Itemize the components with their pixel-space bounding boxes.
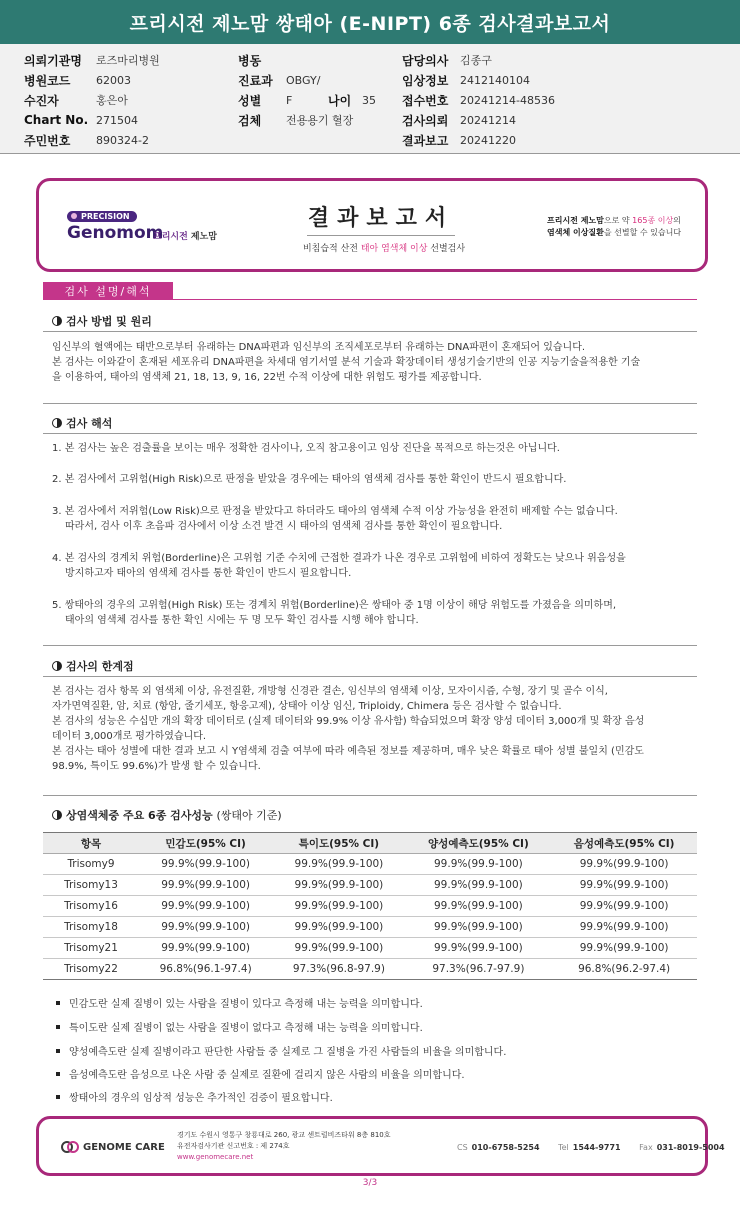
method-paragraph xyxy=(52,340,697,385)
table-cell: 99.9%(99.9-100) xyxy=(272,938,405,959)
table-cell: 99.9%(99.9-100) xyxy=(406,917,552,938)
info-row xyxy=(402,90,555,110)
method-line: 본 검사는 이와같이 혼재된 세포유리 DNA파편을 차세대 염기서열 분석 기술과 확장데이터 생성기술기반의 인공 지능기술을적용한 기술 xyxy=(52,357,641,368)
performance-heading xyxy=(52,807,282,823)
column-header: 음성예측도(95% CI) xyxy=(551,833,697,854)
table-cell: Trisomy21 xyxy=(43,938,139,959)
info-row xyxy=(402,110,555,130)
limits-line: 본 검사의 성능은 수십만 개의 확장 데이터로 (실제 데이터와 99.9% 이상 유사함) 학습되었으며 확장 양성 데이터 3,000개 및 확장 음성 xyxy=(52,716,645,727)
info-row xyxy=(402,70,555,90)
tel-label: Tel xyxy=(558,1143,569,1152)
table-cell: Trisomy16 xyxy=(43,896,139,917)
bullet-icon xyxy=(56,1001,60,1005)
info-value: 271504 xyxy=(96,113,138,127)
interpretation-heading-text: 검사 해석 xyxy=(66,417,113,430)
info-value: F xyxy=(286,93,293,107)
address-line: 경기도 수원시 영통구 창룡대로 260, 광교 센트럴비즈타워 8층 810호 xyxy=(177,1131,391,1139)
precision-badge xyxy=(67,211,137,222)
bullet-icon xyxy=(56,1095,60,1099)
limits-line: 98.9%, 특이도 99.6%)가 발생 할 수 있습니다. xyxy=(52,761,261,772)
bullet-icon xyxy=(56,1025,60,1029)
note-text: 쌍태아의 경우의 임상적 성능은 추가적인 검증이 필요합니다. xyxy=(69,1093,333,1104)
info-label: 임상정보 xyxy=(402,73,449,88)
table-cell: 99.9%(99.9-100) xyxy=(139,917,272,938)
table-cell: 99.9%(99.9-100) xyxy=(139,896,272,917)
item-line: 방지하고자 태아의 염색체 검사를 통한 확인이 반드시 필요합니다. xyxy=(65,568,352,579)
info-label: 병원코드 xyxy=(24,73,71,88)
report-subtitle xyxy=(279,241,489,254)
table-cell: 96.8%(96.2-97.4) xyxy=(551,959,697,980)
note-text: 민감도란 실제 질병이 있는 사람을 질병이 있다고 측정해 내는 능력을 의미합니다. xyxy=(69,999,423,1010)
info-row xyxy=(238,110,376,130)
report-heading-divider xyxy=(307,235,455,236)
info-value: 20241220 xyxy=(460,133,516,147)
performance-note xyxy=(56,1043,506,1058)
info-value: 로즈마리병원 xyxy=(96,54,160,67)
table-cell: 97.3%(96.7-97.9) xyxy=(406,959,552,980)
method-heading xyxy=(52,313,152,329)
half-circle-icon xyxy=(52,316,62,326)
table-cell: 99.9%(99.9-100) xyxy=(139,938,272,959)
brand-sub-a: 프리시전 xyxy=(153,232,188,242)
item-line: 5. 쌍태아의 경우의 고위험(High Risk) 또는 경계치 위험(Borderline)은 쌍태아 중 1명 이상이 해당 위험도를 가졌음을 의미하며, xyxy=(52,600,617,611)
info-value: 20241214-48536 xyxy=(460,93,555,107)
divider xyxy=(43,331,697,332)
method-heading-text: 검사 방법 및 원리 xyxy=(66,315,152,328)
info-row xyxy=(24,70,160,90)
table-cell: 99.9%(99.9-100) xyxy=(406,875,552,896)
info-value: 62003 xyxy=(96,73,131,87)
info-label: 검체 xyxy=(238,113,262,128)
subtitle-a: 비침습적 산전 xyxy=(302,244,361,254)
info-row xyxy=(402,50,555,70)
interpretation-item xyxy=(52,551,697,581)
table-cell: Trisomy22 xyxy=(43,959,139,980)
limits-heading xyxy=(52,658,134,674)
info-label: 병동 xyxy=(238,53,262,68)
item-line: 태아의 염색체 검사를 통한 확인 시에는 두 명 모두 확인 검사를 시행 해야 합니다. xyxy=(65,615,419,626)
interpretation-item xyxy=(52,441,697,456)
column-header: 항목 xyxy=(43,833,139,854)
bullet-icon xyxy=(56,1049,60,1053)
info-row xyxy=(24,110,160,130)
performance-note xyxy=(56,1066,465,1081)
info-value: 35 xyxy=(362,93,376,107)
column-header: 양성예측도(95% CI) xyxy=(406,833,552,854)
cs-number: 010-6758-5254 xyxy=(471,1143,540,1152)
limits-line: 자가면역질환, 암, 치료 (항암, 줄기세포, 항응고제), 상태아 이상 임신, Triploidy, Chimera 등은 검사할 수 없습니다. xyxy=(52,701,562,712)
badge-dot-icon xyxy=(71,213,77,219)
table-row xyxy=(43,854,697,875)
info-value: 890324-2 xyxy=(96,133,149,147)
report-header-card xyxy=(36,178,708,272)
item-line: 따라서, 검사 이후 초음파 검사에서 이상 소견 발견 시 태아의 염색체 검사를 통한 확인이 필요합니다. xyxy=(65,521,503,532)
report-tagline xyxy=(547,215,681,239)
tagline-bold-1: 프리시전 제노맘 xyxy=(547,216,604,225)
interpretation-item xyxy=(52,598,697,628)
limits-line: 본 검사는 태아 성별에 대한 결과 보고 시 Y염색체 검출 여부에 따라 예측된 정보를 제공하며, 매우 낮은 확률로 태아 성별 불일치 (민감도 xyxy=(52,746,644,757)
table-cell: Trisomy9 xyxy=(43,854,139,875)
report-title-bar: 프리시전 제노맘 쌍태아 (E-NIPT) 6종 검사결과보고서 xyxy=(0,0,740,44)
note-text: 특이도란 실제 질병이 없는 사람을 질병이 없다고 측정해 내는 능력을 의미합니다. xyxy=(69,1023,423,1034)
column-header: 특이도(95% CI) xyxy=(272,833,405,854)
table-cell: 99.9%(99.9-100) xyxy=(272,917,405,938)
performance-note xyxy=(56,1089,333,1104)
website-link[interactable]: www.genomecare.net xyxy=(177,1153,254,1161)
method-line: 임신부의 혈액에는 태반으로부터 유래하는 DNA파편과 임신부의 조직세포로부터 유래하는 DNA파편이 혼재되어 있습니다. xyxy=(52,342,586,353)
table-row xyxy=(43,917,697,938)
subtitle-b: 선별검사 xyxy=(427,244,466,254)
table-cell: 99.9%(99.9-100) xyxy=(551,854,697,875)
table-cell: 96.8%(96.1-97.4) xyxy=(139,959,272,980)
table-header-row xyxy=(43,833,697,854)
table-cell: 97.3%(96.8-97.9) xyxy=(272,959,405,980)
divider xyxy=(43,645,697,646)
table-cell: 99.9%(99.9-100) xyxy=(139,875,272,896)
interpretation-item xyxy=(52,504,697,534)
info-col-3 xyxy=(402,50,555,150)
footer-contacts xyxy=(457,1143,725,1152)
performance-note xyxy=(56,995,423,1010)
half-circle-icon xyxy=(52,661,62,671)
note-text: 양성예측도란 실제 질병이라고 판단한 사람들 중 실제로 그 질병을 가진 사람들의 비율을 의미합니다. xyxy=(69,1047,507,1058)
section-tab-underline xyxy=(43,299,697,300)
info-label: 담당의사 xyxy=(402,53,449,68)
report-heading: 결과보고서 xyxy=(307,206,455,231)
info-value: 2412140104 xyxy=(460,73,530,87)
section-tab-explanation: 검사 설명/해석 xyxy=(43,282,173,300)
page-number: 3/3 xyxy=(362,1178,378,1188)
method-line: 을 이용하여, 태아의 염색체 21, 18, 13, 9, 16, 22번 수적 이상에 대한 위험도 평가를 제공합니다. xyxy=(52,372,482,383)
brand-subtitle xyxy=(153,229,217,242)
table-cell: 99.9%(99.9-100) xyxy=(272,854,405,875)
info-row xyxy=(24,50,160,70)
footer-card xyxy=(36,1116,725,1176)
half-circle-icon xyxy=(52,810,62,820)
performance-table xyxy=(43,832,697,980)
performance-heading-text: 상염색체중 주요 6종 검사성능 xyxy=(66,809,213,822)
limits-heading-text: 검사의 한계점 xyxy=(66,660,134,673)
tagline-c: 을 선별할 수 있습니다 xyxy=(603,228,682,237)
precision-badge-label: PRECISION xyxy=(81,212,130,221)
table-cell: 99.9%(99.9-100) xyxy=(406,938,552,959)
footer-address xyxy=(177,1130,391,1163)
item-line: 4. 본 검사의 경계치 위험(Borderline)은 고위험 기준 수치에 근접한 결과가 나온 경우로 고위험에 비하여 정확도는 낮으나 위음성을 xyxy=(52,553,626,564)
cs-label: CS xyxy=(457,1143,468,1152)
table-cell: 99.9%(99.9-100) xyxy=(551,875,697,896)
registration-line: 유전자검사기관 신고번호 : 제 274호 xyxy=(177,1142,290,1150)
info-row xyxy=(238,70,376,90)
interpretation-item xyxy=(52,472,697,487)
note-text: 음성예측도란 음성으로 나온 사람 중 실제로 질환에 걸리지 않은 사람의 비율을 의미합니다. xyxy=(69,1070,465,1081)
performance-note xyxy=(56,1019,423,1034)
genome-care-logo-text: GENOME CARE xyxy=(83,1141,165,1153)
tagline-b: 의 xyxy=(673,216,681,225)
table-cell: 99.9%(99.9-100) xyxy=(272,875,405,896)
info-col-2 xyxy=(238,50,376,130)
info-value: 전용용기 혈장 xyxy=(286,114,354,127)
info-label: 성별 xyxy=(238,93,262,108)
info-label: 수진자 xyxy=(24,93,59,108)
patient-info-panel xyxy=(0,44,740,154)
table-cell: 99.9%(99.9-100) xyxy=(272,896,405,917)
bullet-icon xyxy=(56,1072,60,1076)
genome-care-mark-icon xyxy=(61,1139,79,1155)
table-row xyxy=(43,875,697,896)
divider xyxy=(43,676,697,677)
table-cell: Trisomy13 xyxy=(43,875,139,896)
info-row xyxy=(238,90,376,110)
info-label: Chart No. xyxy=(24,113,89,127)
item-line: 3. 본 검사에서 저위험(Low Risk)으로 판정을 받았다고 하더라도 태아의 염색체 수적 이상 가능성을 완전히 배제할 수는 없습니다. xyxy=(52,506,618,517)
info-value: 홍은아 xyxy=(96,94,128,107)
info-label: 나이 xyxy=(328,93,352,108)
item-line: 2. 본 검사에서 고위험(High Risk)으로 판정을 받았을 경우에는 태아의 염색체 검사를 통한 확인이 반드시 필요합니다. xyxy=(52,474,567,485)
divider xyxy=(43,433,697,434)
tagline-a: 으로 약 xyxy=(603,216,633,225)
divider xyxy=(43,403,697,404)
info-label: 접수번호 xyxy=(402,93,449,108)
tagline-highlight: 165종 이상 xyxy=(632,216,674,225)
info-value: 20241214 xyxy=(460,113,516,127)
tel-number: 1544-9771 xyxy=(572,1143,621,1152)
table-cell: 99.9%(99.9-100) xyxy=(551,917,697,938)
info-row xyxy=(402,130,555,150)
limits-paragraph xyxy=(52,684,697,774)
table-cell: 99.9%(99.9-100) xyxy=(139,854,272,875)
half-circle-icon xyxy=(52,418,62,428)
performance-heading-note: (쌍태아 기준) xyxy=(216,809,282,822)
table-cell: 99.9%(99.9-100) xyxy=(551,896,697,917)
brand-sub-b: 제노맘 xyxy=(190,232,218,242)
genomom-logo: Genomom xyxy=(67,223,164,243)
table-row xyxy=(43,938,697,959)
table-cell: 99.9%(99.9-100) xyxy=(406,896,552,917)
info-row xyxy=(24,130,160,150)
info-label: 결과보고 xyxy=(402,133,449,148)
info-row xyxy=(24,90,160,110)
info-value: 김종구 xyxy=(460,54,492,67)
fax-label: Fax xyxy=(639,1143,653,1152)
tagline-bold-2: 염색체 이상질환 xyxy=(547,228,604,237)
info-label: 의뢰기관명 xyxy=(24,53,82,68)
interpretation-heading xyxy=(52,415,112,431)
info-row xyxy=(238,50,376,70)
genome-care-logo xyxy=(61,1139,165,1155)
divider xyxy=(43,795,697,796)
fax-number: 031-8019-5004 xyxy=(656,1143,725,1152)
item-line: 1. 본 검사는 높은 검출률을 보이는 매우 정확한 검사이나, 오직 참고용이고 임상 진단을 목적으로 하는것은 아닙니다. xyxy=(52,443,560,454)
table-cell: 99.9%(99.9-100) xyxy=(406,854,552,875)
limits-line: 본 검사는 검사 항목 외 염색체 이상, 유전질환, 개방형 신경관 결손, 임신부의 염색체 이상, 모자이시즘, 수형, 장기 및 골수 이식, xyxy=(52,686,608,697)
info-label: 검사의뢰 xyxy=(402,113,449,128)
subtitle-highlight: 태아 염색체 이상 xyxy=(360,244,428,254)
info-col-1 xyxy=(24,50,160,150)
info-label: 진료과 xyxy=(238,73,273,88)
table-cell: 99.9%(99.9-100) xyxy=(551,938,697,959)
table-row xyxy=(43,896,697,917)
limits-line: 데이터 3,000개로 평가하였습니다. xyxy=(52,731,207,742)
table-cell: Trisomy18 xyxy=(43,917,139,938)
info-value: OBGY/ xyxy=(286,73,321,87)
info-label: 주민번호 xyxy=(24,133,71,148)
table-row xyxy=(43,959,697,980)
column-header: 민감도(95% CI) xyxy=(139,833,272,854)
